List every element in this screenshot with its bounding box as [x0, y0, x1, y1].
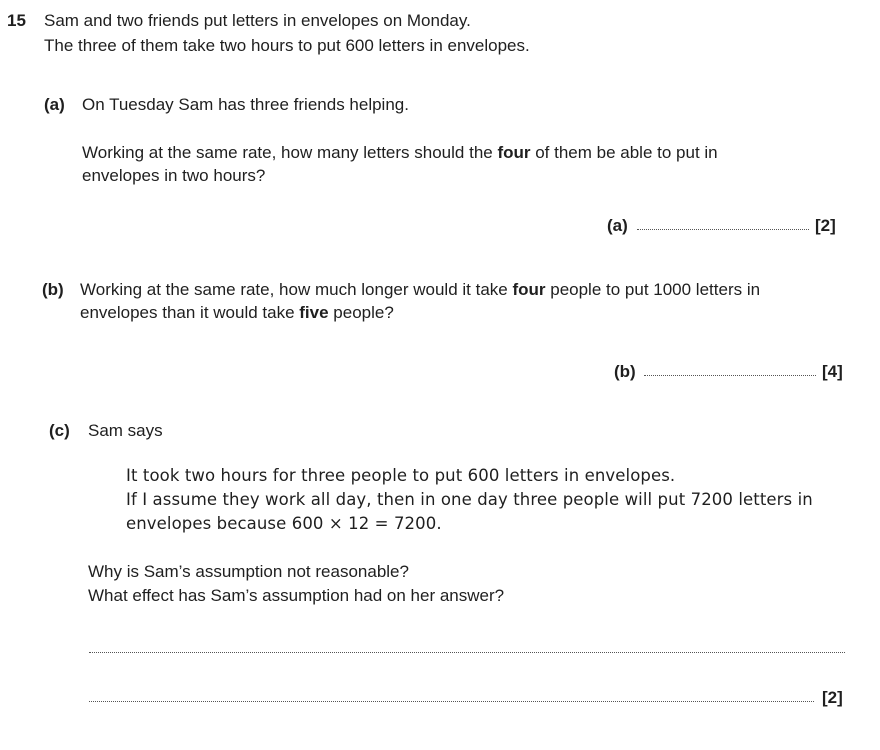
part-a-answer-label: (a)	[607, 216, 628, 235]
part-c-label: (c)	[49, 421, 70, 440]
question-number: 15	[7, 11, 26, 30]
part-a-label: (a)	[44, 95, 65, 114]
part-b-line-2-post: people?	[328, 303, 394, 322]
part-a-answer-line[interactable]	[637, 229, 809, 230]
part-c-intro: Sam says	[88, 421, 163, 440]
part-b-answer-label: (b)	[614, 362, 636, 381]
part-b-line-1-pre: Working at the same rate, how much longer would it take	[80, 280, 513, 299]
part-a-line-2-post: of them be able to put in	[530, 143, 718, 162]
question-intro-line-1: Sam and two friends put letters in envelopes on Monday.	[44, 11, 471, 30]
part-c-question-line-2: What effect has Sam’s assumption had on her answer?	[88, 586, 505, 605]
question-intro-line-2: The three of them take two hours to put 600 letters in envelopes.	[44, 36, 530, 55]
part-c-marks: [2]	[822, 688, 843, 707]
part-b-line-2-bold: five	[299, 303, 329, 322]
part-b-line-1	[80, 281, 760, 298]
part-c-question-line-1: Why is Sam’s assumption not reasonable?	[88, 562, 409, 581]
part-b-answer-line[interactable]	[644, 375, 816, 376]
part-b-line-1-bold: four	[512, 280, 546, 299]
part-a-line-2-bold: four	[497, 143, 531, 162]
sam-quote-line-1: It took two hours for three people to put 600 letters in envelopes.	[126, 466, 676, 485]
part-a-line-1: On Tuesday Sam has three friends helping.	[82, 95, 409, 114]
part-b-marks: [4]	[822, 362, 843, 381]
part-a-line-3: envelopes in two hours?	[82, 166, 266, 185]
part-a-line-2-pre: Working at the same rate, how many letters should the	[82, 143, 498, 162]
sam-quote-line-2: If I assume they work all day, then in one day three people will put 7200 letters in	[126, 490, 813, 509]
part-a-line-2	[82, 144, 718, 161]
part-b-line-1-post: people to put 1000 letters in	[545, 280, 761, 299]
part-a-marks: [2]	[815, 216, 836, 235]
part-b-label: (b)	[42, 280, 64, 299]
part-b-line-2-pre: envelopes than it would take	[80, 303, 300, 322]
part-b-line-2	[80, 304, 394, 321]
part-c-answer-line-1[interactable]	[89, 652, 845, 653]
part-c-answer-line-2[interactable]	[89, 701, 814, 702]
sam-quote-line-3: envelopes because 600 × 12 = 7200.	[126, 514, 442, 533]
